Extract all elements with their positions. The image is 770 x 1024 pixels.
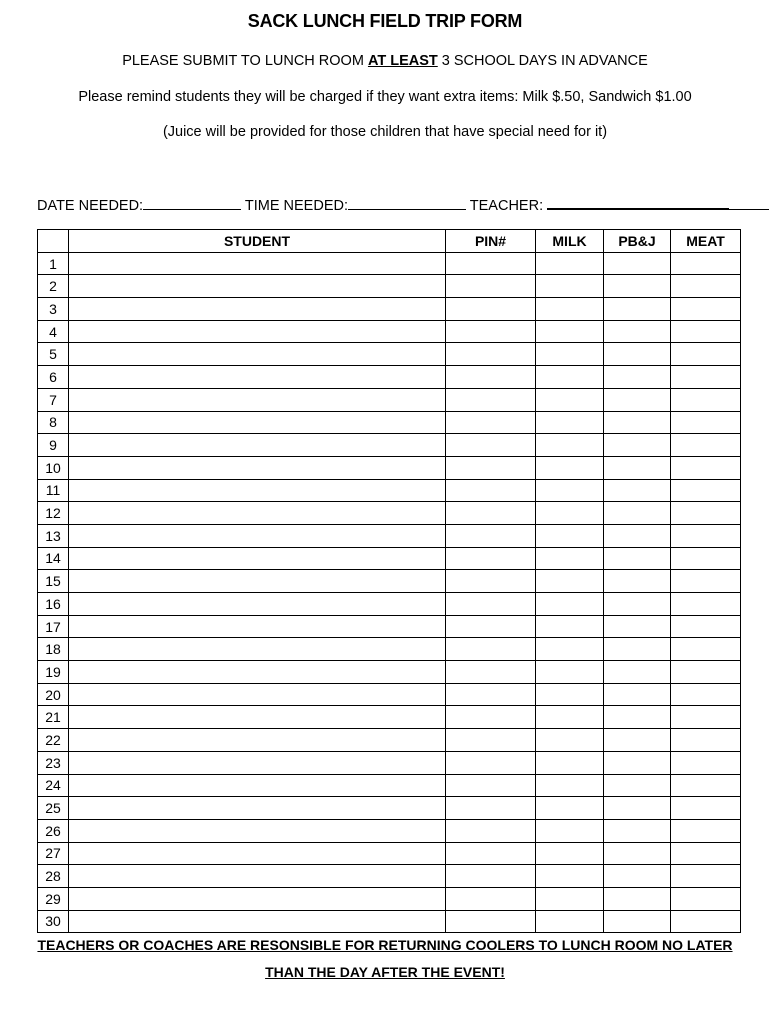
meat-cell[interactable] xyxy=(671,343,741,366)
row-number: 8 xyxy=(38,411,69,434)
row-number: 26 xyxy=(38,819,69,842)
row-number: 19 xyxy=(38,661,69,684)
table-row xyxy=(38,570,741,593)
pin-cell[interactable] xyxy=(446,434,536,457)
charge-reminder: Please remind students they will be charged if they want extra items: Milk $.50, Sandwich $1.00 xyxy=(78,89,692,105)
student-cell[interactable] xyxy=(69,865,446,888)
student-lunch-table xyxy=(37,229,741,933)
pbj-cell[interactable] xyxy=(604,842,671,865)
student-cell[interactable] xyxy=(69,842,446,865)
pbj-cell[interactable] xyxy=(604,456,671,479)
table-row xyxy=(38,615,741,638)
row-number: 13 xyxy=(38,524,69,547)
column-header-pbj: PB&J xyxy=(604,230,671,253)
row-number: 9 xyxy=(38,434,69,457)
meat-cell[interactable] xyxy=(671,411,741,434)
pbj-cell[interactable] xyxy=(604,865,671,888)
table-row xyxy=(38,320,741,343)
row-number: 2 xyxy=(38,275,69,298)
meat-cell[interactable] xyxy=(671,298,741,321)
meat-cell[interactable] xyxy=(671,547,741,570)
table-row xyxy=(38,683,741,706)
milk-cell[interactable] xyxy=(536,434,604,457)
pbj-cell[interactable] xyxy=(604,683,671,706)
row-number: 25 xyxy=(38,797,69,820)
row-number: 27 xyxy=(38,842,69,865)
row-number: 28 xyxy=(38,865,69,888)
milk-cell[interactable] xyxy=(536,479,604,502)
column-header-pin: PIN# xyxy=(446,230,536,253)
table-row xyxy=(38,842,741,865)
row-number: 18 xyxy=(38,638,69,661)
pbj-cell[interactable] xyxy=(604,366,671,389)
table-row xyxy=(38,366,741,389)
row-number: 6 xyxy=(38,366,69,389)
pin-cell[interactable] xyxy=(446,683,536,706)
date-needed-field[interactable] xyxy=(143,195,241,210)
milk-cell[interactable] xyxy=(536,774,604,797)
submit-text-before: PLEASE SUBMIT TO LUNCH ROOM xyxy=(122,53,368,69)
pin-cell[interactable] xyxy=(446,593,536,616)
pbj-cell[interactable] xyxy=(604,343,671,366)
pin-cell[interactable] xyxy=(446,638,536,661)
student-cell[interactable] xyxy=(69,729,446,752)
pbj-cell[interactable] xyxy=(604,524,671,547)
milk-cell[interactable] xyxy=(536,887,604,910)
student-cell[interactable] xyxy=(69,638,446,661)
table-row xyxy=(38,661,741,684)
row-number: 4 xyxy=(38,320,69,343)
pin-cell[interactable] xyxy=(446,570,536,593)
juice-note: (Juice will be provided for those children that have special need for it) xyxy=(162,124,608,140)
milk-cell[interactable] xyxy=(536,343,604,366)
row-number: 11 xyxy=(38,479,69,502)
meat-cell[interactable] xyxy=(671,638,741,661)
student-cell[interactable] xyxy=(69,887,446,910)
table-row xyxy=(38,751,741,774)
row-number: 7 xyxy=(38,388,69,411)
row-number: 3 xyxy=(38,298,69,321)
pbj-cell[interactable] xyxy=(604,252,671,275)
pbj-cell[interactable] xyxy=(604,275,671,298)
row-number: 10 xyxy=(38,456,69,479)
column-header-student: STUDENT xyxy=(69,230,446,253)
pbj-cell[interactable] xyxy=(604,411,671,434)
milk-cell[interactable] xyxy=(536,638,604,661)
student-cell[interactable] xyxy=(69,388,446,411)
meat-cell[interactable] xyxy=(671,615,741,638)
student-cell[interactable] xyxy=(69,751,446,774)
pbj-cell[interactable] xyxy=(604,751,671,774)
milk-cell[interactable] xyxy=(536,298,604,321)
pbj-cell[interactable] xyxy=(604,910,671,933)
pin-cell[interactable] xyxy=(446,661,536,684)
submit-instruction xyxy=(0,53,770,69)
milk-cell[interactable] xyxy=(536,706,604,729)
meat-cell[interactable] xyxy=(671,797,741,820)
table-row xyxy=(38,456,741,479)
table-row xyxy=(38,547,741,570)
pin-cell[interactable] xyxy=(446,615,536,638)
row-number: 15 xyxy=(38,570,69,593)
milk-cell[interactable] xyxy=(536,683,604,706)
table-row xyxy=(38,910,741,933)
row-number: 20 xyxy=(38,683,69,706)
row-number: 14 xyxy=(38,547,69,570)
time-needed-label: TIME NEEDED: xyxy=(244,198,348,214)
milk-cell[interactable] xyxy=(536,524,604,547)
student-cell[interactable] xyxy=(69,615,446,638)
meat-cell[interactable] xyxy=(671,479,741,502)
milk-cell[interactable] xyxy=(536,366,604,389)
pin-cell[interactable] xyxy=(446,275,536,298)
pbj-cell[interactable] xyxy=(604,729,671,752)
row-number: 17 xyxy=(38,615,69,638)
pin-cell[interactable] xyxy=(446,366,536,389)
meat-cell[interactable] xyxy=(671,774,741,797)
pin-cell[interactable] xyxy=(446,797,536,820)
row-number: 12 xyxy=(38,502,69,525)
milk-cell[interactable] xyxy=(536,570,604,593)
table-row xyxy=(38,388,741,411)
student-cell[interactable] xyxy=(69,774,446,797)
milk-cell[interactable] xyxy=(536,865,604,888)
milk-cell[interactable] xyxy=(536,388,604,411)
pbj-cell[interactable] xyxy=(604,388,671,411)
table-row xyxy=(38,298,741,321)
meat-cell[interactable] xyxy=(671,434,741,457)
student-cell[interactable] xyxy=(69,479,446,502)
meat-cell[interactable] xyxy=(671,683,741,706)
pbj-cell[interactable] xyxy=(604,570,671,593)
table-row xyxy=(38,275,741,298)
student-cell[interactable] xyxy=(69,661,446,684)
pbj-cell[interactable] xyxy=(604,502,671,525)
pbj-cell[interactable] xyxy=(604,661,671,684)
milk-cell[interactable] xyxy=(536,320,604,343)
row-number: 22 xyxy=(38,729,69,752)
teacher-label: TEACHER: xyxy=(469,198,544,214)
meat-cell[interactable] xyxy=(671,366,741,389)
pin-cell[interactable] xyxy=(446,706,536,729)
table-row xyxy=(38,502,741,525)
pbj-cell[interactable] xyxy=(604,547,671,570)
pin-cell[interactable] xyxy=(446,887,536,910)
student-cell[interactable] xyxy=(69,593,446,616)
meat-cell[interactable] xyxy=(671,842,741,865)
milk-cell[interactable] xyxy=(536,729,604,752)
milk-cell[interactable] xyxy=(536,842,604,865)
row-number: 30 xyxy=(38,910,69,933)
pbj-cell[interactable] xyxy=(604,706,671,729)
student-cell[interactable] xyxy=(69,570,446,593)
table-row xyxy=(38,343,741,366)
student-cell[interactable] xyxy=(69,819,446,842)
milk-cell[interactable] xyxy=(536,411,604,434)
meat-cell[interactable] xyxy=(671,524,741,547)
row-number: 5 xyxy=(38,343,69,366)
pin-cell[interactable] xyxy=(446,865,536,888)
pin-cell[interactable] xyxy=(446,479,536,502)
pin-cell[interactable] xyxy=(446,547,536,570)
pin-cell[interactable] xyxy=(446,819,536,842)
teacher-field-extension xyxy=(729,195,769,210)
table-row xyxy=(38,252,741,275)
submit-text-after: 3 SCHOOL DAYS IN ADVANCE xyxy=(437,53,648,69)
milk-cell[interactable] xyxy=(536,751,604,774)
row-number: 1 xyxy=(38,252,69,275)
student-cell[interactable] xyxy=(69,547,446,570)
milk-cell[interactable] xyxy=(536,819,604,842)
meat-cell[interactable] xyxy=(671,729,741,752)
form-title: SACK LUNCH FIELD TRIP FORM xyxy=(247,11,523,31)
table-row xyxy=(38,887,741,910)
pin-cell[interactable] xyxy=(446,411,536,434)
pin-cell[interactable] xyxy=(446,842,536,865)
student-cell[interactable] xyxy=(69,343,446,366)
cooler-return-notice-continued: THAN THE DAY AFTER THE EVENT! xyxy=(265,964,505,980)
pin-cell[interactable] xyxy=(446,524,536,547)
submit-emphasis: AT LEAST xyxy=(367,53,438,69)
trip-details xyxy=(37,194,769,214)
pbj-cell[interactable] xyxy=(604,774,671,797)
meat-cell[interactable] xyxy=(671,275,741,298)
student-cell[interactable] xyxy=(69,910,446,933)
column-header-number xyxy=(38,230,69,253)
milk-cell[interactable] xyxy=(536,615,604,638)
milk-cell[interactable] xyxy=(536,797,604,820)
meat-cell[interactable] xyxy=(671,502,741,525)
date-needed-label: DATE NEEDED: xyxy=(37,198,144,214)
table-row xyxy=(38,819,741,842)
column-header-meat: MEAT xyxy=(671,230,741,253)
student-cell[interactable] xyxy=(69,683,446,706)
meat-cell[interactable] xyxy=(671,706,741,729)
student-cell[interactable] xyxy=(69,366,446,389)
pin-cell[interactable] xyxy=(446,252,536,275)
row-number: 21 xyxy=(38,706,69,729)
student-cell[interactable] xyxy=(69,434,446,457)
student-cell[interactable] xyxy=(69,320,446,343)
pin-cell[interactable] xyxy=(446,456,536,479)
pbj-cell[interactable] xyxy=(604,593,671,616)
student-cell[interactable] xyxy=(69,252,446,275)
cooler-return-notice: TEACHERS OR COACHES ARE RESONSIBLE FOR RETURNING COOLERS TO LUNCH ROOM NO LATER xyxy=(37,937,733,953)
student-cell[interactable] xyxy=(69,524,446,547)
student-cell[interactable] xyxy=(69,456,446,479)
table-row xyxy=(38,865,741,888)
table-row xyxy=(38,774,741,797)
pin-cell[interactable] xyxy=(446,502,536,525)
meat-cell[interactable] xyxy=(671,570,741,593)
student-cell[interactable] xyxy=(69,502,446,525)
time-needed-field[interactable] xyxy=(348,195,466,210)
milk-cell[interactable] xyxy=(536,593,604,616)
row-number: 23 xyxy=(38,751,69,774)
row-number: 29 xyxy=(38,887,69,910)
pin-cell[interactable] xyxy=(446,388,536,411)
table-row xyxy=(38,411,741,434)
student-cell[interactable] xyxy=(69,298,446,321)
meat-cell[interactable] xyxy=(671,320,741,343)
meat-cell[interactable] xyxy=(671,388,741,411)
table-row xyxy=(38,706,741,729)
student-cell[interactable] xyxy=(69,797,446,820)
milk-cell[interactable] xyxy=(536,502,604,525)
milk-cell[interactable] xyxy=(536,275,604,298)
table-body xyxy=(38,252,741,933)
meat-cell[interactable] xyxy=(671,819,741,842)
row-number: 24 xyxy=(38,774,69,797)
milk-cell[interactable] xyxy=(536,252,604,275)
meat-cell[interactable] xyxy=(671,910,741,933)
row-number: 16 xyxy=(38,593,69,616)
meat-cell[interactable] xyxy=(671,865,741,888)
pin-cell[interactable] xyxy=(446,751,536,774)
pbj-cell[interactable] xyxy=(604,434,671,457)
milk-cell[interactable] xyxy=(536,661,604,684)
table-row xyxy=(38,524,741,547)
meat-cell[interactable] xyxy=(671,751,741,774)
pin-cell[interactable] xyxy=(446,298,536,321)
table-row xyxy=(38,797,741,820)
teacher-field[interactable] xyxy=(547,194,729,210)
pbj-cell[interactable] xyxy=(604,797,671,820)
milk-cell[interactable] xyxy=(536,910,604,933)
milk-cell[interactable] xyxy=(536,456,604,479)
meat-cell[interactable] xyxy=(671,887,741,910)
pin-cell[interactable] xyxy=(446,729,536,752)
table-row xyxy=(38,729,741,752)
table-header-row xyxy=(38,230,741,253)
student-cell[interactable] xyxy=(69,411,446,434)
table-row xyxy=(38,593,741,616)
student-cell[interactable] xyxy=(69,275,446,298)
meat-cell[interactable] xyxy=(671,593,741,616)
pbj-cell[interactable] xyxy=(604,819,671,842)
meat-cell[interactable] xyxy=(671,252,741,275)
pbj-cell[interactable] xyxy=(604,479,671,502)
pin-cell[interactable] xyxy=(446,320,536,343)
pin-cell[interactable] xyxy=(446,910,536,933)
pbj-cell[interactable] xyxy=(604,320,671,343)
table-row xyxy=(38,434,741,457)
pin-cell[interactable] xyxy=(446,343,536,366)
table-row xyxy=(38,479,741,502)
pbj-cell[interactable] xyxy=(604,615,671,638)
pin-cell[interactable] xyxy=(446,774,536,797)
pbj-cell[interactable] xyxy=(604,638,671,661)
pbj-cell[interactable] xyxy=(604,887,671,910)
meat-cell[interactable] xyxy=(671,661,741,684)
meat-cell[interactable] xyxy=(671,456,741,479)
student-cell[interactable] xyxy=(69,706,446,729)
column-header-milk: MILK xyxy=(536,230,604,253)
table-row xyxy=(38,638,741,661)
milk-cell[interactable] xyxy=(536,547,604,570)
pbj-cell[interactable] xyxy=(604,298,671,321)
